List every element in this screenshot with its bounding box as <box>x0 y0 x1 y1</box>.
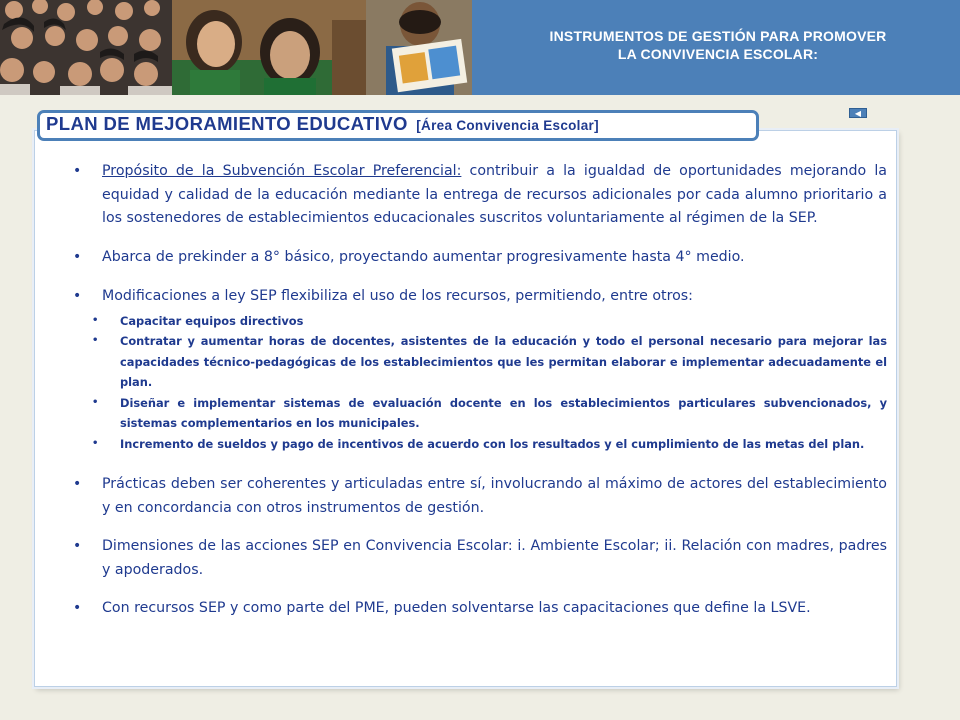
header-title-line-2: LA CONVIVENCIA ESCOLAR: <box>617 46 819 62</box>
photo-boy-reading <box>366 0 472 95</box>
sub-list-item <box>70 311 887 332</box>
header-title-line-1: INSTRUMENTOS DE GESTIÓN PARA PROMOVER <box>549 28 887 44</box>
bullet-icon: • <box>73 248 82 265</box>
list-item <box>70 246 887 270</box>
photo-smiling-girls <box>172 0 366 95</box>
item-text: Modificaciones a ley SEP flexibiliza el uso de los recursos, permitiendo, entre otros: <box>102 288 693 304</box>
item-lead: Propósito de la Subvención Escolar Preferencial: <box>102 163 462 179</box>
item-text: contribuir a la igualdad de oportunidades mejorando la equidad y calidad de la educación mediante la entrega de recursos adicionales por cada alumno prioritario a los sostenedores de establecimientos educacionales suscritos voluntariamente al régimen de la SEP. <box>102 163 887 226</box>
page-title <box>46 113 599 135</box>
bullet-icon: • <box>92 396 99 408</box>
bullet-list <box>70 160 887 621</box>
list-item <box>70 535 887 582</box>
bullet-icon: • <box>92 437 99 449</box>
bullet-icon: • <box>73 163 82 179</box>
list-item <box>70 160 887 231</box>
list-item <box>70 285 887 309</box>
sub-item-text: Incremento de sueldos y pago de incentivos de acuerdo con los resultados y el cumplimiento de las metas del plan. <box>120 436 865 451</box>
header-title <box>476 27 960 63</box>
bullet-icon: • <box>73 476 82 492</box>
photo-crowd-students <box>0 0 172 95</box>
item-text: Con recursos SEP y como parte del PME, pueden solventarse las capacitaciones que define la LSVE. <box>102 600 811 616</box>
sub-item-text: Capacitar equipos directivos <box>120 313 304 328</box>
item-text: Abarca de prekinder a 8° básico, proyectando aumentar progresivamente hasta 4° medio. <box>102 248 745 265</box>
list-item <box>70 473 887 520</box>
bullet-icon: • <box>73 600 82 616</box>
list-item <box>70 597 887 621</box>
sub-item-text: Contratar y aumentar horas de docentes, asistentes de la educación y todo el personal necesario para mejorar las capacidades técnico-pedagógicas de los establecimientos que les permitan elaborar e implementar adecuadamente el plan. <box>120 334 887 389</box>
bullet-icon: • <box>73 288 82 304</box>
sub-item-text: Diseñar e implementar sistemas de evaluación docente en los establecimientos particulares subvencionados, y sistemas complementarios en los municipales. <box>120 395 887 430</box>
sub-list-item <box>70 331 887 393</box>
bullet-icon: • <box>92 335 99 346</box>
page-title-main: PLAN DE MEJORAMIENTO EDUCATIVO <box>46 113 408 134</box>
back-arrow-icon[interactable]: ◀ <box>849 108 867 118</box>
bullet-icon: • <box>73 538 82 554</box>
header-banner <box>0 0 960 95</box>
sub-list-item <box>70 393 887 434</box>
item-text: Dimensiones de las acciones SEP en Convivencia Escolar: i. Ambiente Escolar; ii. Relación con madres, padres y apoderados. <box>102 538 887 578</box>
sub-list-item <box>70 434 887 455</box>
page-title-sub: [Área Convivencia Escolar] <box>416 118 599 133</box>
item-text: Prácticas deben ser coherentes y articuladas entre sí, involucrando al máximo de actores del establecimiento y en concordancia con otros instrumentos de gestión. <box>102 476 887 516</box>
bullet-icon: • <box>92 314 99 326</box>
